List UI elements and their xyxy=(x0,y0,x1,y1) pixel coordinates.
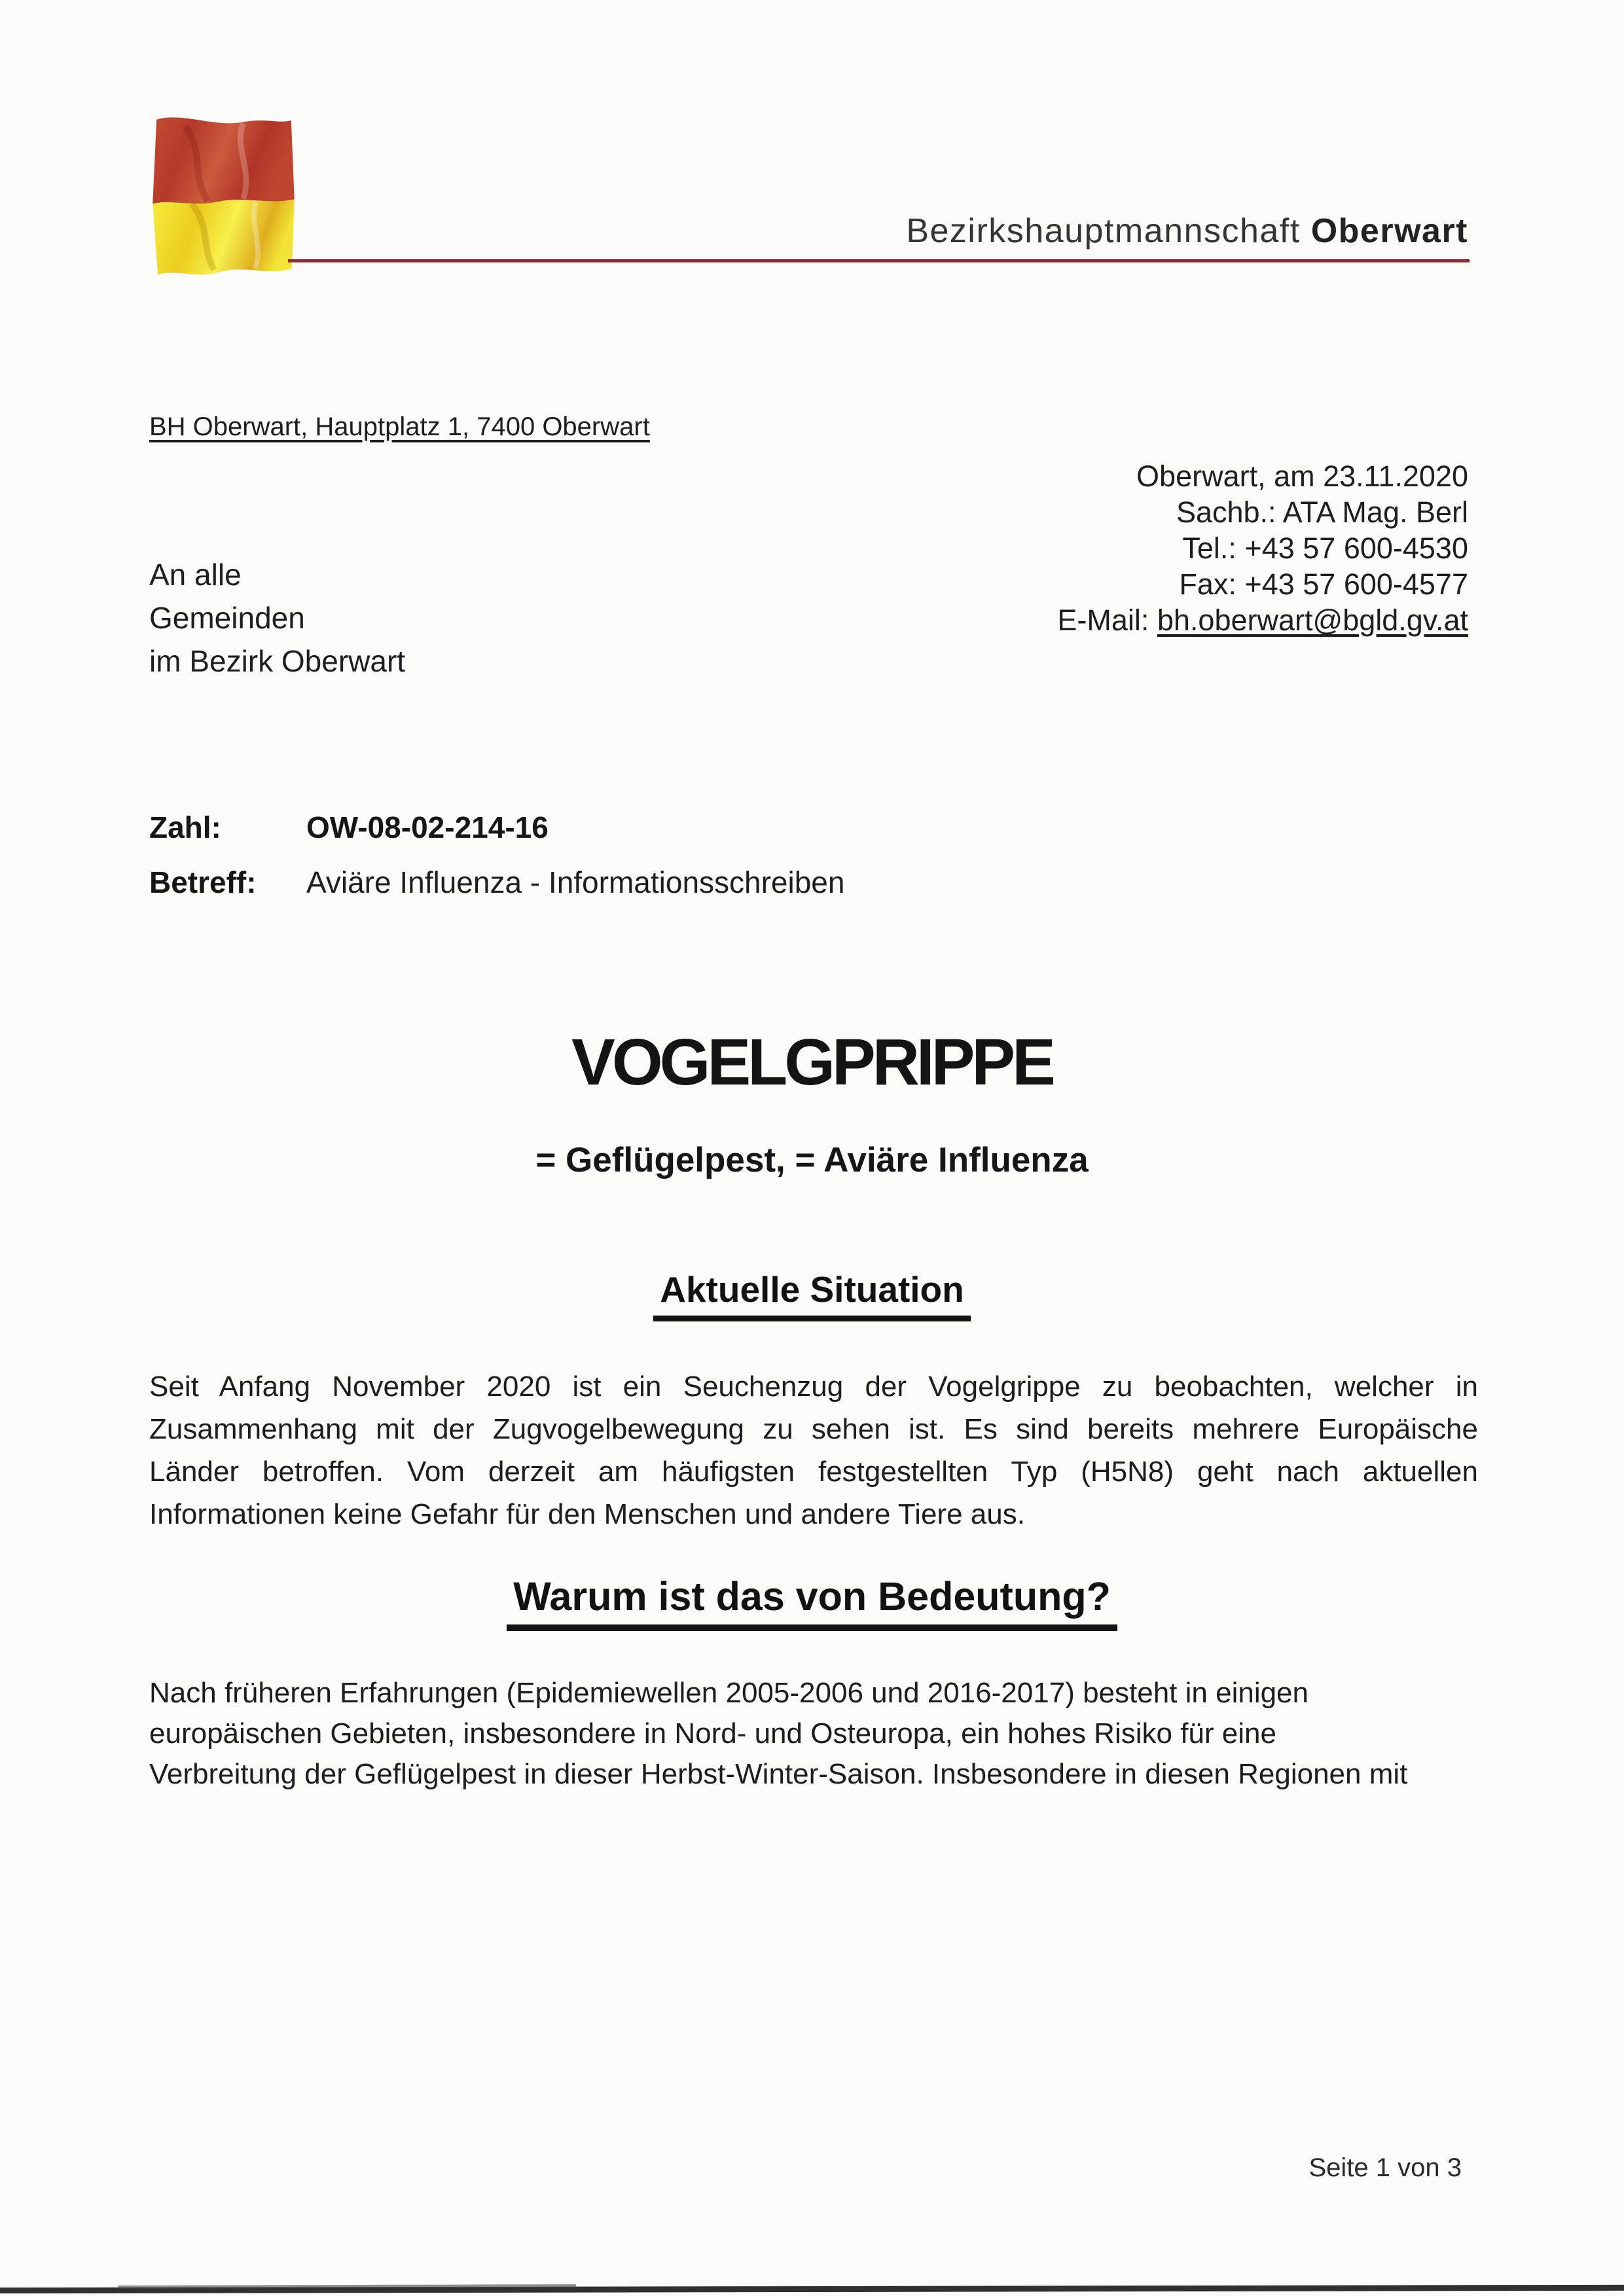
recipient-line: An alle xyxy=(149,558,242,592)
recipient-line: Gemeinden xyxy=(149,601,305,635)
paragraph-line: Länder betroffen. Vom derzeit am häufigsten festgestellten Typ (H5N8) geht nach aktuellen xyxy=(149,1456,1478,1488)
email-label: E-Mail: xyxy=(1057,603,1157,637)
letterhead-divider-rule xyxy=(288,259,1470,262)
paragraph-line: europäischen Gebieten, insbesondere in Nord- und Osteuropa, ein hohes Risiko für eine xyxy=(149,1717,1276,1749)
section-heading-warum-bedeutung: Warum ist das von Bedeutung? xyxy=(507,1573,1117,1631)
flag-icon xyxy=(146,107,302,278)
betreff-label: Betreff: xyxy=(149,865,257,899)
sender-address-line: BH Oberwart, Hauptplatz 1, 7400 Oberwart xyxy=(149,412,650,441)
paragraph-line: Seit Anfang November 2020 ist ein Seuchenzug der Vogelgrippe zu beobachten, welcher in xyxy=(149,1371,1478,1403)
contact-block xyxy=(1057,458,1468,638)
paragraph-line: Zusammenhang mit der Zugvogelbewegung zu sehen ist. Es sind bereits mehrere Europäische xyxy=(149,1413,1478,1445)
burgenland-flag-logo xyxy=(146,107,302,278)
section-heading-wrap xyxy=(0,1573,1624,1631)
page-number-footer: Seite 1 von 3 xyxy=(1308,2153,1462,2182)
date-line: Oberwart, am 23.11.2020 xyxy=(1136,459,1468,493)
zahl-row xyxy=(149,809,844,846)
zahl-value: OW-08-02-214-16 xyxy=(306,810,549,844)
section-heading-wrap xyxy=(0,1268,1624,1321)
paragraph-warum-bedeutung xyxy=(149,1673,1563,1795)
email-line xyxy=(1057,602,1468,638)
organization-name-regular: Bezirkshauptmannschaft xyxy=(906,212,1301,250)
clerk-line: Sachb.: ATA Mag. Berl xyxy=(1176,495,1468,529)
paragraph-line: Verbreitung der Geflügelpest in dieser Herbst-Winter-Saison. Insbesondere in diesen Regionen mit xyxy=(149,1758,1408,1790)
betreff-row xyxy=(149,864,844,901)
paragraph-aktuelle-situation xyxy=(149,1365,1478,1535)
fax-line: Fax: +43 57 600-4577 xyxy=(1179,567,1468,601)
zahl-label: Zahl: xyxy=(149,810,221,844)
betreff-value: Aviäre Influenza - Informationsschreiben xyxy=(306,865,845,899)
recipient-block xyxy=(149,553,405,683)
phone-line: Tel.: +43 57 600-4530 xyxy=(1182,531,1468,565)
paragraph-line: Nach früheren Erfahrungen (Epidemiewellen 2005-2006 und 2016-2017) besteht in einigen xyxy=(149,1677,1308,1709)
email-address: bh.oberwart@bgld.gv.at xyxy=(1157,603,1468,637)
reference-block xyxy=(149,809,844,919)
organization-name-bold: Oberwart xyxy=(1310,212,1468,250)
section-heading-aktuelle-situation: Aktuelle Situation xyxy=(653,1268,971,1321)
document-subtitle: = Geflügelpest, = Aviäre Influenza xyxy=(535,1141,1089,1179)
organization-name xyxy=(906,211,1468,251)
recipient-line: im Bezirk Oberwart xyxy=(149,644,406,678)
document-title: VOGELGPRIPPE xyxy=(571,1026,1053,1099)
paragraph-line: Informationen keine Gefahr für den Menschen und andere Tiere aus. xyxy=(149,1498,1025,1530)
